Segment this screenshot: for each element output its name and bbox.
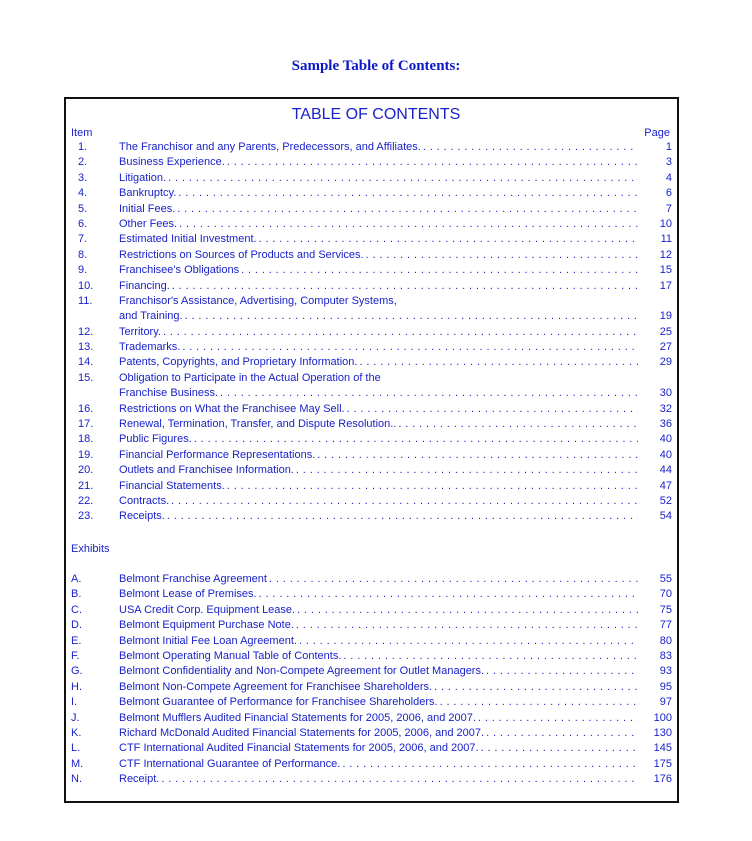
entry-title: Franchisee's Obligations — [119, 264, 240, 277]
item-number: 13. — [78, 341, 94, 354]
toc-entry-row — [0, 263, 752, 278]
toc-entry-row — [0, 386, 752, 401]
page-number: 29 — [638, 355, 672, 370]
toc-entry-row — [0, 509, 752, 524]
exhibit-title: Belmont Operating Manual Table of Contents. — [119, 649, 342, 662]
exhibit-letter: B. — [71, 588, 82, 601]
page-number: 12 — [638, 248, 672, 263]
toc-entry[interactable] — [119, 509, 672, 524]
entry-title: Patents, Copyrights, and Proprietary Information. — [119, 356, 358, 369]
exhibit-title: Receipt. — [119, 773, 160, 786]
toc-entry[interactable] — [119, 355, 672, 370]
page-number: 83 — [638, 649, 672, 664]
page-number: 70 — [638, 587, 672, 602]
page-number: 47 — [638, 479, 672, 494]
exhibit-letter: E. — [71, 634, 82, 647]
entry-title: and Training. — [119, 310, 183, 323]
exhibit-title: Richard McDonald Audited Financial Statements for 2005, 2006, and 2007. — [119, 726, 485, 739]
toc-entry[interactable] — [119, 340, 672, 355]
item-number: 9. — [78, 264, 88, 277]
exhibit-title: Belmont Mufflers Audited Financial Statements for 2005, 2006, and 2007. — [119, 711, 476, 724]
toc-entry[interactable] — [119, 294, 672, 309]
exhibit-letter: K. — [71, 726, 82, 739]
exhibit-row — [0, 572, 752, 587]
toc-entry[interactable] — [119, 386, 672, 401]
item-number: 8. — [78, 248, 88, 261]
item-number: 4. — [78, 187, 88, 200]
toc-entry[interactable] — [119, 202, 672, 217]
toc-entry-row — [0, 155, 752, 170]
exhibit-row — [0, 587, 752, 602]
toc-title: TABLE OF CONTENTS — [291, 106, 461, 123]
toc-entry-row — [0, 479, 752, 494]
item-number: 23. — [78, 510, 94, 523]
page-number: 77 — [638, 618, 672, 633]
page-number: 93 — [638, 664, 672, 679]
exhibit-entry[interactable] — [119, 587, 672, 602]
entry-title: Litigation. — [119, 171, 167, 184]
exhibit-row — [0, 772, 752, 787]
entry-title: Renewal, Termination, Transfer, and Dispute Resolution.. — [119, 418, 397, 431]
page-number: 176 — [638, 772, 672, 787]
item-number: 10. — [78, 279, 94, 292]
exhibits-header: Exhibits — [71, 543, 110, 555]
page-number: 100 — [638, 711, 672, 726]
toc-entry-row — [0, 463, 752, 478]
exhibit-entry[interactable] — [119, 695, 672, 710]
exhibit-entry[interactable] — [119, 664, 672, 679]
entry-title: Other Fees. — [119, 217, 178, 230]
item-number: 11. — [78, 294, 93, 307]
toc-entry-row — [0, 279, 752, 294]
toc-entry-row — [0, 340, 752, 355]
exhibit-entry[interactable] — [119, 772, 672, 787]
exhibit-entry[interactable] — [119, 726, 672, 741]
page-number: 11 — [638, 232, 672, 247]
entry-title: Initial Fees. — [119, 202, 176, 215]
exhibit-letter: D. — [71, 619, 82, 632]
page-number: 97 — [638, 695, 672, 710]
toc-entry-row — [0, 217, 752, 232]
entry-title: Business Experience. — [119, 156, 225, 169]
toc-entry-row — [0, 402, 752, 417]
exhibit-entry[interactable] — [119, 757, 672, 772]
exhibit-row — [0, 618, 752, 633]
page-number: 1 — [638, 140, 672, 155]
exhibit-row — [0, 680, 752, 695]
exhibit-title: Belmont Non-Compete Agreement for Franchisee Shareholders. — [119, 680, 433, 693]
toc-entry[interactable] — [119, 217, 672, 232]
entry-title: Restrictions on What the Franchisee May Sell. — [119, 402, 345, 415]
exhibit-row — [0, 634, 752, 649]
page-number: 27 — [638, 340, 672, 355]
exhibit-row — [0, 726, 752, 741]
exhibit-row — [0, 695, 752, 710]
toc-entry[interactable] — [119, 448, 672, 463]
toc-entry-row — [0, 248, 752, 263]
exhibit-row — [0, 603, 752, 618]
entry-title: Trademarks. — [119, 341, 181, 354]
exhibit-letter: C. — [71, 603, 82, 616]
page-number: 4 — [638, 171, 672, 186]
toc-entry[interactable] — [119, 140, 672, 155]
exhibit-entry[interactable] — [119, 634, 672, 649]
toc-entry-row — [0, 309, 752, 324]
exhibit-title: CTF International Guarantee of Performance. — [119, 757, 341, 770]
toc-entry-row — [0, 432, 752, 447]
item-number: 7. — [78, 233, 88, 246]
item-number: 12. — [78, 325, 94, 338]
exhibit-entry[interactable] — [119, 741, 672, 756]
toc-item-list — [0, 140, 752, 525]
exhibit-letter: I. — [71, 696, 78, 709]
page-number: 10 — [638, 217, 672, 232]
item-number: 3. — [78, 171, 88, 184]
entry-title: Outlets and Franchisee Information. — [119, 464, 294, 477]
item-number: 2. — [78, 156, 88, 169]
exhibit-letter: L. — [71, 742, 81, 755]
exhibit-title: Belmont Equipment Purchase Note. — [119, 619, 294, 632]
exhibit-entry[interactable] — [119, 572, 672, 587]
item-number: 22. — [78, 494, 94, 507]
exhibit-row — [0, 664, 752, 679]
exhibit-letter: N. — [71, 773, 82, 786]
item-number: 18. — [78, 433, 94, 446]
toc-entry[interactable] — [119, 248, 672, 263]
entry-title: Obligation to Participate in the Actual Operation of the — [119, 371, 381, 384]
entry-title: Bankruptcy. — [119, 187, 177, 200]
page-number: 3 — [638, 155, 672, 170]
exhibit-letter: A. — [71, 573, 82, 585]
toc-entry-row — [0, 371, 752, 386]
entry-title: Public Figures. — [119, 433, 192, 446]
toc-entry-row — [0, 232, 752, 247]
item-number: 20. — [78, 464, 94, 477]
toc-entry-row — [0, 355, 752, 370]
item-number: 1. — [78, 141, 88, 153]
page-number: 52 — [638, 494, 672, 509]
page-number: 25 — [638, 325, 672, 340]
exhibit-title: Belmont Franchise Agreement — [119, 573, 267, 585]
exhibit-title: Belmont Lease of Premises. — [119, 588, 257, 601]
entry-title: Territory. — [119, 325, 161, 338]
toc-entry[interactable] — [119, 232, 672, 247]
entry-title: Contracts. — [119, 494, 170, 507]
toc-entry[interactable] — [119, 402, 672, 417]
toc-entry-row — [0, 140, 752, 155]
page-column-header: Page — [644, 127, 670, 139]
exhibit-list — [0, 572, 752, 787]
page-number: 17 — [638, 279, 672, 294]
item-number: 15. — [78, 371, 94, 384]
item-number: 17. — [78, 418, 94, 431]
page-number: 75 — [638, 603, 672, 618]
page-number: 19 — [638, 309, 672, 324]
toc-entry[interactable] — [119, 325, 672, 340]
exhibit-letter: G. — [71, 665, 83, 678]
exhibit-row — [0, 757, 752, 772]
toc-entry-row — [0, 494, 752, 509]
toc-entry-row — [0, 448, 752, 463]
item-number: 16. — [78, 402, 94, 415]
page-number: 32 — [638, 402, 672, 417]
exhibit-entry[interactable] — [119, 680, 672, 695]
toc-entry[interactable] — [119, 155, 672, 170]
item-number: 5. — [78, 202, 88, 215]
page-number: 55 — [638, 572, 672, 587]
page-number: 7 — [638, 202, 672, 217]
exhibit-entry[interactable] — [119, 618, 672, 633]
exhibit-title: USA Credit Corp. Equipment Lease. — [119, 603, 296, 616]
page-number: 15 — [638, 263, 672, 278]
entry-title: The Franchisor and any Parents, Predecessors, and Affiliates. — [119, 141, 421, 153]
toc-entry[interactable] — [119, 371, 672, 386]
page-number: 95 — [638, 680, 672, 695]
item-number: 19. — [78, 448, 94, 461]
exhibit-title: CTF International Audited Financial Statements for 2005, 2006, and 2007. — [119, 742, 479, 755]
page-number: 40 — [638, 432, 672, 447]
page-number: 145 — [638, 741, 672, 756]
exhibit-letter: F. — [71, 649, 80, 662]
page-number: 175 — [638, 757, 672, 772]
exhibit-entry[interactable] — [119, 649, 672, 664]
page-number: 44 — [638, 463, 672, 478]
toc-entry[interactable] — [119, 463, 672, 478]
entry-title: Estimated Initial Investment. — [119, 233, 257, 246]
page-number: 6 — [638, 186, 672, 201]
entry-title: Receipts. — [119, 510, 165, 523]
page-number: 30 — [638, 386, 672, 401]
toc-entry-row — [0, 202, 752, 217]
exhibit-entry[interactable] — [119, 711, 672, 726]
exhibit-title: Belmont Initial Fee Loan Agreement. — [119, 634, 297, 647]
document-caption: Sample Table of Contents: — [291, 58, 461, 74]
toc-entry-row — [0, 294, 752, 309]
item-number: 14. — [78, 356, 94, 369]
toc-entry[interactable] — [119, 479, 672, 494]
entry-title: Franchisor's Assistance, Advertising, Computer Systems, — [119, 294, 397, 307]
page-number: 40 — [638, 448, 672, 463]
entry-title: Financial Statements. — [119, 479, 225, 492]
entry-title: Financing. — [119, 279, 170, 292]
exhibit-entry[interactable] — [119, 603, 672, 618]
exhibit-letter: M. — [71, 757, 84, 770]
item-number: 21. — [78, 479, 94, 492]
toc-entry-row — [0, 325, 752, 340]
toc-entry-row — [0, 171, 752, 186]
entry-title: Franchise Business. — [119, 387, 219, 400]
toc-entry[interactable] — [119, 263, 672, 278]
toc-entry[interactable] — [119, 494, 672, 509]
exhibit-row — [0, 649, 752, 664]
entry-title: Restrictions on Sources of Products and Services. — [119, 248, 364, 261]
exhibit-letter: J. — [71, 711, 80, 724]
toc-entry[interactable] — [119, 279, 672, 294]
exhibit-row — [0, 711, 752, 726]
item-column-header: Item — [71, 127, 93, 139]
exhibit-letter: H. — [71, 680, 82, 693]
entry-title: Financial Performance Representations. — [119, 448, 316, 461]
toc-entry[interactable] — [119, 432, 672, 447]
page-number: 80 — [638, 634, 672, 649]
toc-entry[interactable] — [119, 171, 672, 186]
item-number: 6. — [78, 217, 88, 230]
exhibit-title: Belmont Confidentiality and Non-Compete Agreement for Outlet Managers. — [119, 665, 485, 678]
toc-entry[interactable] — [119, 309, 672, 324]
toc-entry[interactable] — [119, 417, 672, 432]
toc-entry[interactable] — [119, 186, 672, 201]
page-number: 36 — [638, 417, 672, 432]
exhibit-row — [0, 741, 752, 756]
toc-entry-row — [0, 186, 752, 201]
page-number: 54 — [638, 509, 672, 524]
exhibit-title: Belmont Guarantee of Performance for Franchisee Shareholders. — [119, 696, 438, 709]
page-number: 130 — [638, 726, 672, 741]
toc-entry-row — [0, 417, 752, 432]
